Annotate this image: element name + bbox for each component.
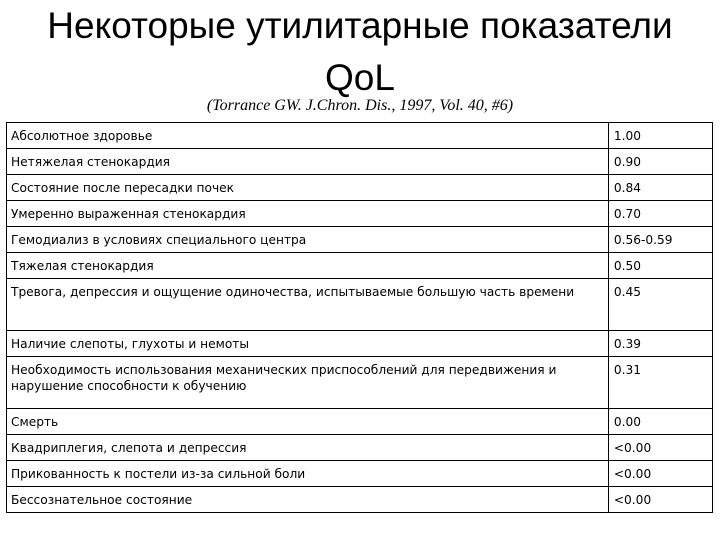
- table-row: [7, 123, 713, 149]
- value-cell: 0.70: [608, 201, 712, 227]
- condition-cell: Умеренно выраженная стенокардия: [7, 201, 609, 227]
- value-cell: <0.00: [608, 461, 712, 487]
- value-cell: 0.84: [608, 175, 712, 201]
- table-row: [7, 201, 713, 227]
- condition-cell: Квадриплегия, слепота и депрессия: [7, 435, 609, 461]
- value-cell: 0.50: [608, 253, 712, 279]
- condition-cell: Бессознательное состояние: [7, 487, 609, 513]
- slide-title: [0, 0, 720, 104]
- table-row: [7, 331, 713, 357]
- value-cell: 0.39: [608, 331, 712, 357]
- condition-cell: Гемодиализ в условиях специального центра: [7, 227, 609, 253]
- table-row: [7, 227, 713, 253]
- table-row: [7, 279, 713, 331]
- table-row: [7, 487, 713, 513]
- table-row: [7, 435, 713, 461]
- value-cell: 0.90: [608, 149, 712, 175]
- citation: (Torrance GW. J.Chron. Dis., 1997, Vol. 40, #6): [206, 97, 514, 114]
- value-cell: 0.56-0.59: [608, 227, 712, 253]
- value-cell: 0.00: [608, 409, 712, 435]
- condition-cell: Состояние после пересадки почек: [7, 175, 609, 201]
- value-cell: <0.00: [608, 435, 712, 461]
- table-row: [7, 461, 713, 487]
- condition-cell: Необходимость использования механических приспособлений для передвижения и нарушение способности к обучению: [7, 357, 609, 409]
- condition-cell: Тревога, депрессия и ощущение одиночества, испытываемые большую часть времени: [7, 279, 609, 331]
- table-row: [7, 149, 713, 175]
- condition-cell: Абсолютное здоровье: [7, 123, 609, 149]
- value-cell: 0.45: [608, 279, 712, 331]
- table-row: [7, 409, 713, 435]
- condition-cell: Прикованность к постели из-за сильной боли: [7, 461, 609, 487]
- utility-table: [6, 122, 713, 513]
- condition-cell: Смерть: [7, 409, 609, 435]
- value-cell: 0.31: [608, 357, 712, 409]
- condition-cell: Тяжелая стенокардия: [7, 253, 609, 279]
- table-row: [7, 175, 713, 201]
- table-row: [7, 357, 713, 409]
- slide-title-line-2: QoL: [325, 57, 395, 98]
- value-cell: 1.00: [608, 123, 712, 149]
- condition-cell: Нетяжелая стенокардия: [7, 149, 609, 175]
- condition-cell: Наличие слепоты, глухоты и немоты: [7, 331, 609, 357]
- slide-title-line-1: Некоторые утилитарные показатели: [47, 5, 673, 46]
- table-row: [7, 253, 713, 279]
- value-cell: <0.00: [608, 487, 712, 513]
